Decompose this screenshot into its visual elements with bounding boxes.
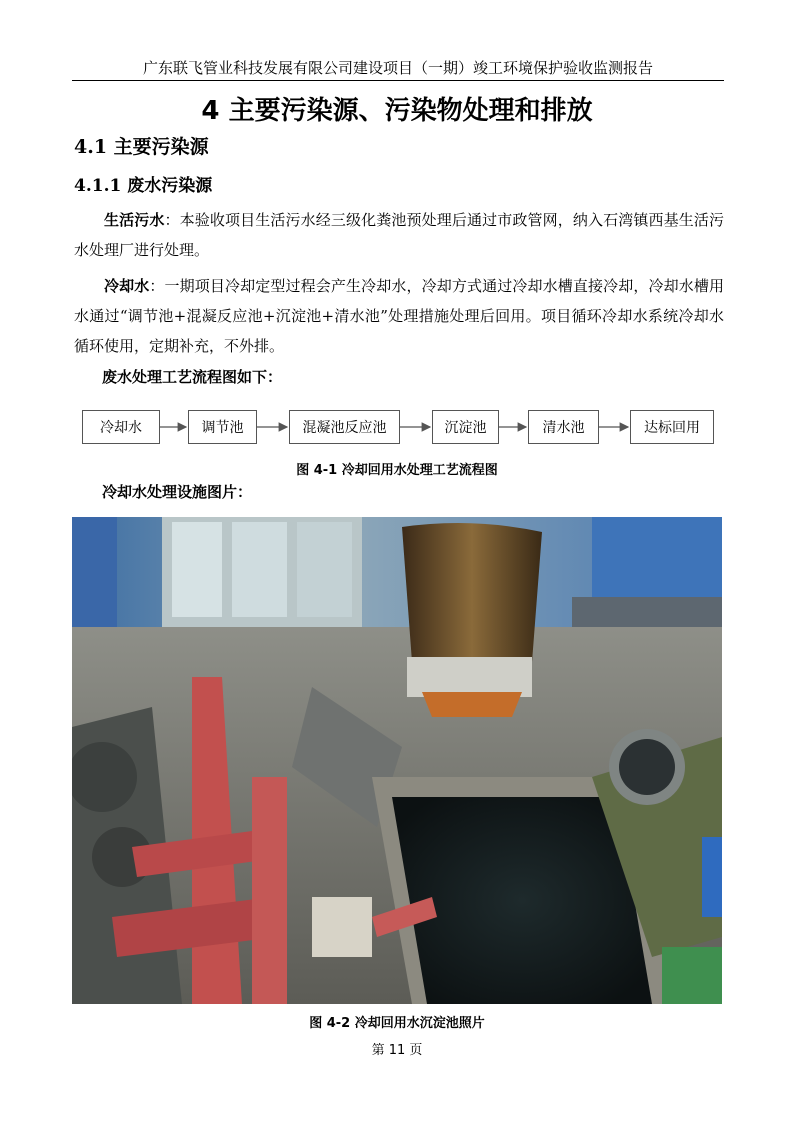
flow-step-sedimentation-tank: 沉淀池 (432, 410, 499, 444)
paragraph-lead: 生活污水 (104, 211, 165, 229)
flow-arrows (82, 410, 722, 448)
photo-label: 冷却水处理设施图片： (102, 483, 253, 501)
photo-illustration (72, 517, 722, 1004)
section-title: 4 主要污染源、污染物处理和排放 (201, 96, 593, 126)
figure-caption-2: 图 4-2 冷却回用水沉淀池照片 (309, 1016, 485, 1031)
flow-step-clean-water-tank: 清水池 (528, 410, 599, 444)
page-number: 第 11 页 (371, 1043, 423, 1058)
flow-step-regulating-tank: 调节池 (188, 410, 257, 444)
subsubsection-title: 4.1.1 废水污染源 (74, 176, 213, 196)
sedimentation-tank-photo (72, 517, 722, 1004)
subsection-title: 4.1 主要污染源 (74, 136, 209, 158)
flow-chart-label: 废水处理工艺流程图如下： (102, 368, 283, 386)
flow-step-reuse: 达标回用 (630, 410, 714, 444)
figure-caption-1: 图 4-1 冷却回用水处理工艺流程图 (296, 463, 498, 478)
paragraph-lead: 冷却水 (104, 277, 150, 295)
paragraph-text: ：本验收项目生活污水经三级化粪池预处理后通过市政管网，纳入石湾镇西基生活污水处理厂进行处理。 (74, 211, 724, 259)
paragraph-text: ：一期项目冷却定型过程会产生冷却水，冷却方式通过冷却水槽直接冷却，冷却水槽用水通过“调节池+混凝反应池+沉淀池+清水池”处理措施处理后回用。项目循环冷却水系统冷却水循环使用，定期补充，不外排。 (74, 277, 724, 355)
flow-step-coagulation-tank: 混凝池反应池 (289, 410, 400, 444)
paragraph-cooling-water (74, 271, 724, 361)
running-header: 广东联飞管业科技发展有限公司建设项目（一期）竣工环境保护验收监测报告 (72, 56, 724, 81)
process-flow-chart (82, 410, 722, 448)
paragraph-domestic-sewage (74, 205, 724, 265)
flow-step-cooling-water: 冷却水 (82, 410, 160, 444)
